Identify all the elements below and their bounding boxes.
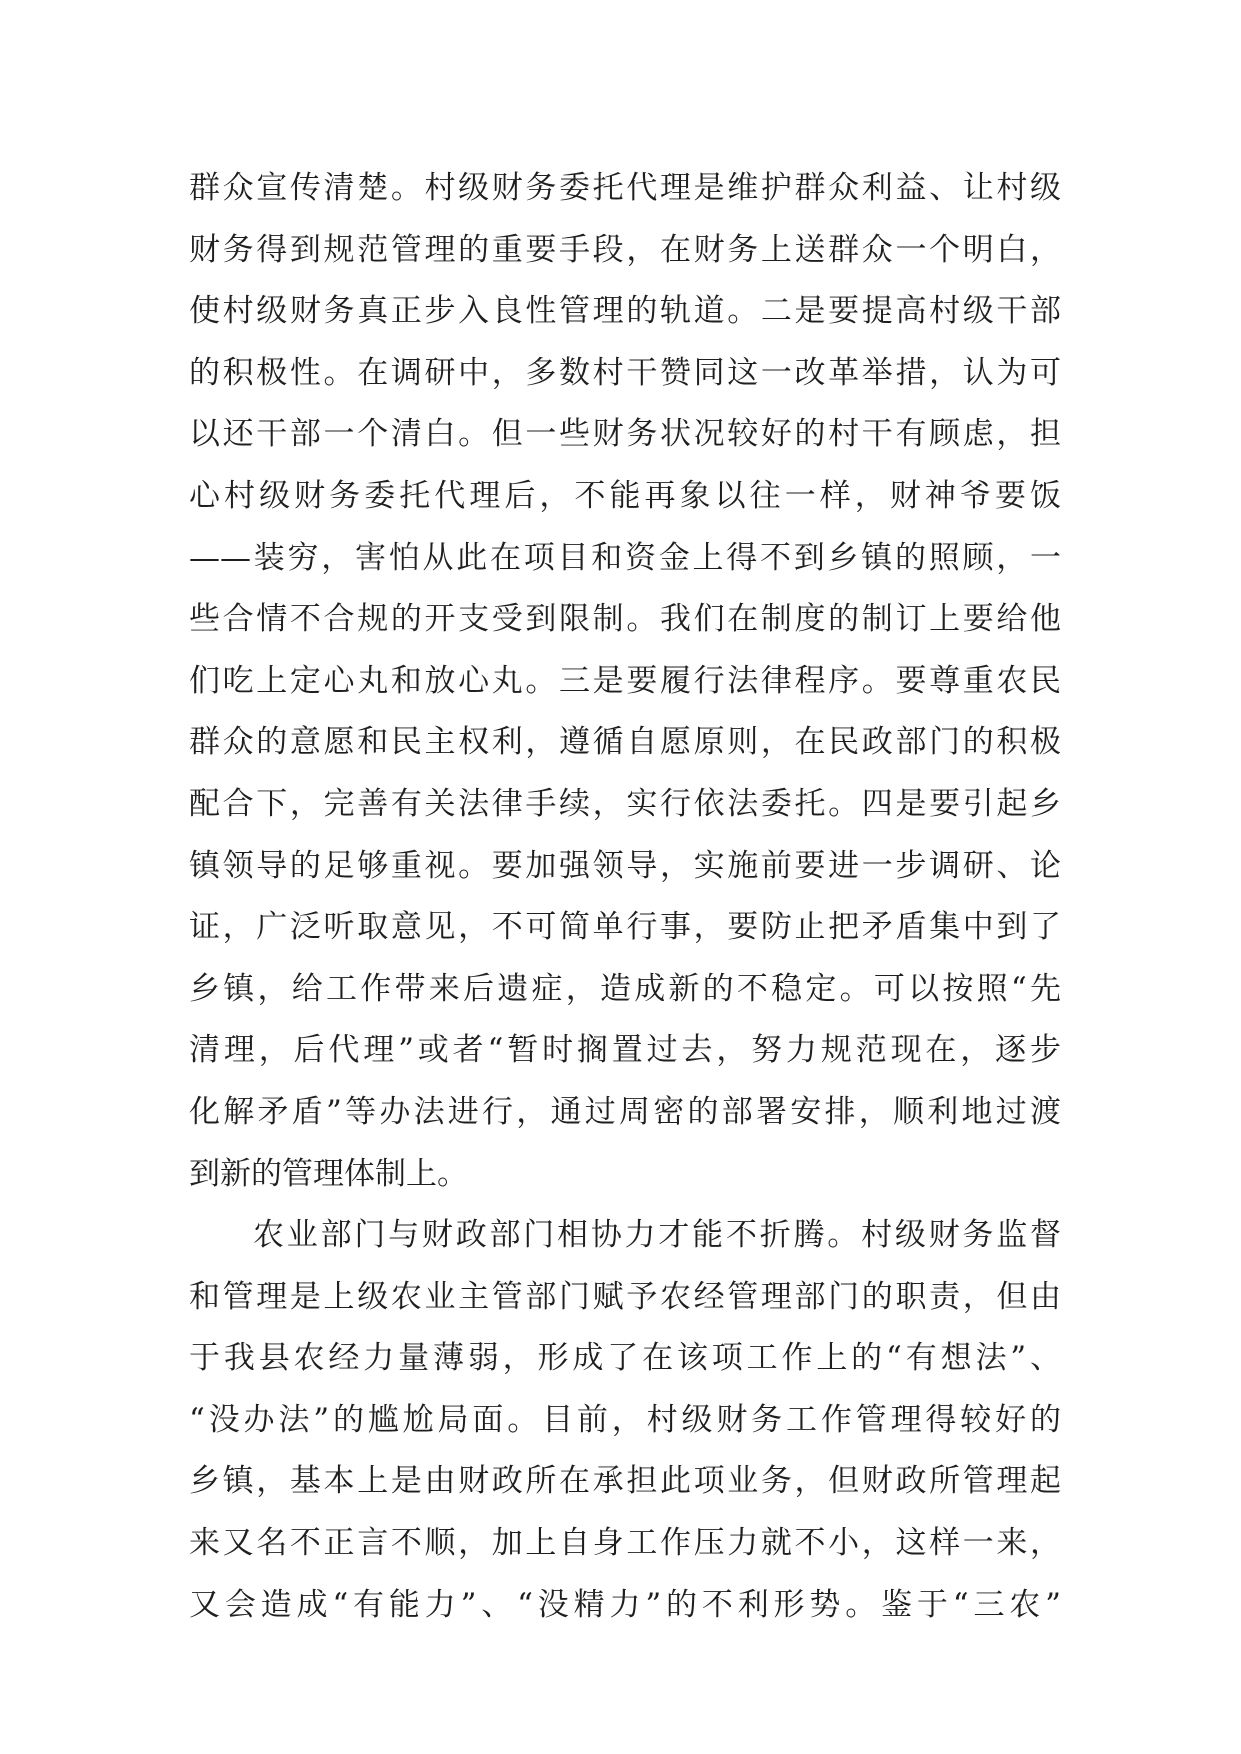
- paragraph-1: [189, 158, 1061, 1205]
- text-line: 来又名不正言不顺，加上自身工作压力就不小，这样一来，: [189, 1525, 1061, 1562]
- text-line: 以还干部一个清白。但一些财务状况较好的村干有顾虑，担: [189, 416, 1061, 453]
- paragraph-2: [189, 1205, 1061, 1636]
- text-line: 的积极性。在调研中，多数村干赞同这一改革举措，认为可: [189, 354, 1061, 391]
- text-line: 些合情不合规的开支受到限制。我们在制度的制订上要给他: [189, 601, 1061, 638]
- text-line: 又会造成“有能力”、“没精力”的不利形势。鉴于“三农”: [189, 1586, 1061, 1623]
- text-line: 清理，后代理”或者“暂时搁置过去，努力规范现在，逐步: [189, 1032, 1061, 1069]
- text-line: “没办法”的尴尬局面。目前，村级财务工作管理得较好的: [189, 1401, 1061, 1438]
- text-line: ——装穷，害怕从此在项目和资金上得不到乡镇的照顾，一: [189, 539, 1061, 576]
- text-line: 于我县农经力量薄弱，形成了在该项工作上的“有想法”、: [189, 1340, 1061, 1377]
- body-text: [189, 158, 1061, 1636]
- text-line: 化解矛盾”等办法进行，通过周密的部署安排，顺利地过渡: [189, 1093, 1061, 1130]
- text-line: 到新的管理体制上。: [189, 1155, 468, 1192]
- text-line: 证，广泛听取意见，不可简单行事，要防止把矛盾集中到了: [189, 909, 1061, 946]
- text-line: 群众的意愿和民主权利，遵循自愿原则，在民政部门的积极: [189, 724, 1061, 761]
- text-line: 农业部门与财政部门相协力才能不折腾。村级财务监督: [253, 1217, 1061, 1254]
- text-line: 群众宣传清楚。村级财务委托代理是维护群众利益、让村级: [189, 170, 1061, 206]
- text-line: 乡镇，给工作带来后遗症，造成新的不稳定。可以按照“先: [189, 970, 1061, 1007]
- text-line: 使村级财务真正步入良性管理的轨道。二是要提高村级干部: [189, 293, 1061, 330]
- text-line: 心村级财务委托代理后，不能再象以往一样，财神爷要饭: [189, 477, 1061, 514]
- text-line: 和管理是上级农业主管部门赋予农经管理部门的职责，但由: [189, 1278, 1061, 1315]
- text-line: 配合下，完善有关法律手续，实行依法委托。四是要引起乡: [189, 785, 1061, 822]
- text-line: 财务得到规范管理的重要手段，在财务上送群众一个明白，: [189, 231, 1061, 268]
- text-line: 乡镇，基本上是由财政所在承担此项业务，但财政所管理起: [189, 1463, 1061, 1500]
- text-line: 们吃上定心丸和放心丸。三是要履行法律程序。要尊重农民: [189, 662, 1061, 699]
- text-line: 镇领导的足够重视。要加强领导，实施前要进一步调研、论: [189, 847, 1061, 884]
